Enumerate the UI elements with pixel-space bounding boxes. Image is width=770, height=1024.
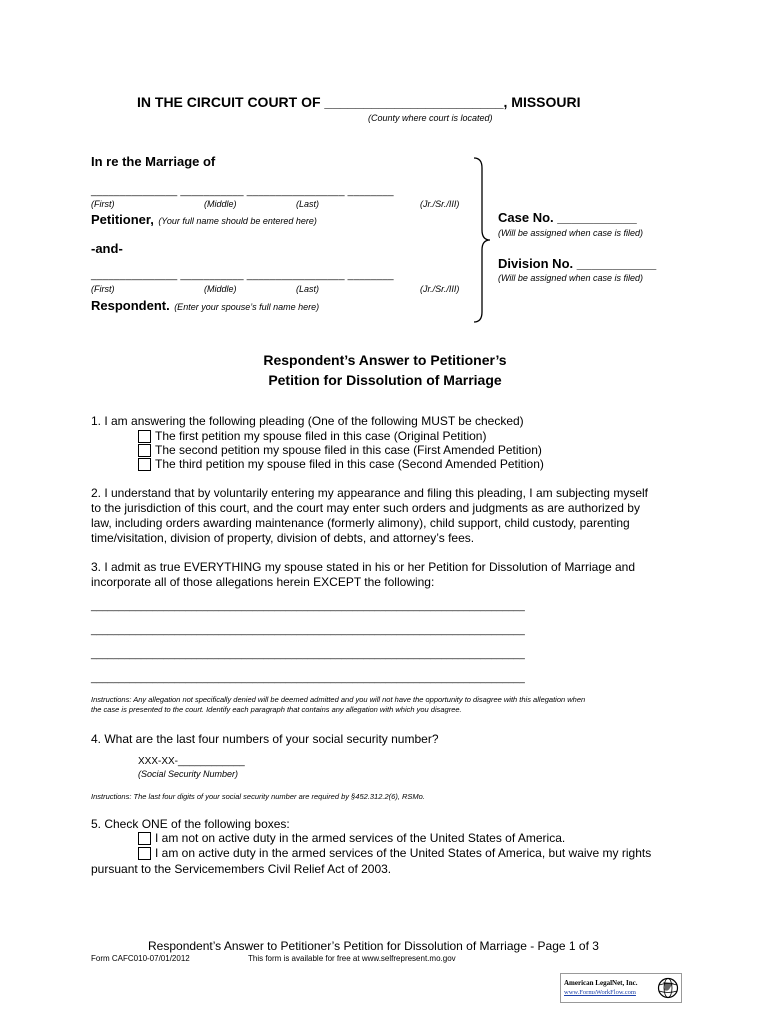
section3-instructions-1: Instructions: Any allegation not specifically denied will be deemed admitted and you will not have the opportunity to disagree with this allegation when: [91, 695, 586, 704]
first-amended-petition-label: The second petition my spouse filed in this case (First Amended Petition): [155, 443, 542, 457]
first-label: (First): [91, 199, 115, 209]
second-amended-petition-label: The third petition my spouse filed in this case (Second Amended Petition): [155, 457, 544, 471]
petitioner-name-line[interactable]: _______________ ___________ _________________ ________: [91, 186, 394, 197]
petitioner-label: Petitioner,: [91, 212, 154, 227]
section5-text: 5. Check ONE of the following boxes:: [91, 817, 290, 831]
logo-url[interactable]: www.FormsWorkFlow.com: [564, 989, 636, 996]
globe-icon: [657, 977, 679, 999]
active-duty-checkbox[interactable]: [138, 847, 151, 860]
form-availability: This form is available for free at www.selfrepresent.mo.gov: [248, 954, 456, 963]
second-amended-petition-checkbox[interactable]: [138, 458, 151, 471]
first-amended-petition-checkbox[interactable]: [138, 444, 151, 457]
section3-instructions-2: the case is presented to the court. Identify each paragraph that contains any allegation with which you disagree.: [91, 705, 462, 714]
in-re-label: In re the Marriage of: [91, 154, 216, 169]
active-duty-continuation: pursuant to the Servicemembers Civil Relief Act of 2003.: [91, 862, 392, 876]
active-duty-label: I am on active duty in the armed services of the United States of America, but waive my rights: [155, 846, 652, 860]
and-label: -and-: [91, 241, 123, 256]
section2-line1: 2. I understand that by voluntarily entering my appearance and filing this pleading, I am subjecting myself: [91, 486, 648, 500]
petitioner-row: [91, 211, 317, 229]
respondent-name-line[interactable]: _______________ ___________ _________________ ________: [91, 270, 394, 281]
suffix-label: (Jr./Sr./III): [420, 199, 460, 209]
case-number-field[interactable]: Case No. ___________: [498, 210, 637, 225]
first-label-2: (First): [91, 284, 115, 294]
case-number-note: (Will be assigned when case is filed): [498, 228, 643, 238]
document-title-line2: Petition for Dissolution of Marriage: [268, 372, 502, 388]
form-number: Form CAFC010-07/01/2012: [91, 954, 190, 963]
last-label: (Last): [296, 199, 320, 209]
section4-instructions: Instructions: The last four digits of your social security number are required by §452.312.2(6), RSMo.: [91, 792, 425, 801]
section3-line1: 3. I admit as true EVERYTHING my spouse stated in his or her Petition for Dissolution of Marriage and: [91, 560, 636, 574]
exception-line-2[interactable]: ______________________________________________________________________________: [91, 625, 525, 636]
middle-label-2: (Middle): [204, 284, 237, 294]
exception-line-3[interactable]: ______________________________________________________________________________: [91, 649, 525, 660]
american-legalnet-logo: [560, 973, 682, 1003]
section1-text: 1. I am answering the following pleading (One of the following MUST be checked): [91, 414, 524, 428]
section4-text: 4. What are the last four numbers of your social security number?: [91, 732, 439, 746]
last-label-2: (Last): [296, 284, 320, 294]
suffix-label-2: (Jr./Sr./III): [420, 284, 460, 294]
footer-title: Respondent’s Answer to Petitioner’s Petition for Dissolution of Marriage - Page 1 of 3: [148, 939, 599, 953]
ssn-note: (Social Security Number): [138, 769, 239, 779]
division-number-note: (Will be assigned when case is filed): [498, 273, 643, 283]
caption-brace: [470, 156, 492, 324]
section2-line2: to the jurisdiction of this court, and the court may enter such orders and judgments as are authorized by: [91, 501, 640, 515]
section3-line2: incorporate all of those allegations herein EXCEPT the following:: [91, 575, 435, 589]
section2-line3: law, including orders awarding maintenance (formerly alimony), child support, child custody, parenting: [91, 516, 630, 530]
court-title: IN THE CIRCUIT COURT OF _______________________, MISSOURI: [137, 94, 581, 110]
respondent-row: [91, 297, 319, 315]
respondent-note: (Enter your spouse’s full name here): [174, 302, 320, 312]
original-petition-checkbox[interactable]: [138, 430, 151, 443]
exception-line-1[interactable]: ______________________________________________________________________________: [91, 601, 525, 612]
original-petition-label: The first petition my spouse filed in this case (Original Petition): [155, 429, 487, 443]
exception-line-4[interactable]: ______________________________________________________________________________: [91, 673, 525, 684]
county-note: (County where court is located): [368, 113, 493, 123]
not-active-duty-checkbox[interactable]: [138, 832, 151, 845]
ssn-field[interactable]: XXX-XX-____________: [138, 756, 245, 767]
not-active-duty-label: I am not on active duty in the armed services of the United States of America.: [155, 831, 566, 845]
middle-label: (Middle): [204, 199, 237, 209]
document-title-line1: Respondent’s Answer to Petitioner’s: [263, 352, 507, 368]
logo-name: American LegalNet, Inc.: [564, 979, 638, 987]
respondent-label: Respondent.: [91, 298, 170, 313]
division-number-field[interactable]: Division No. ___________: [498, 256, 657, 271]
section2-line4: time/visitation, division of property, division of debts, and attorney’s fees.: [91, 531, 475, 545]
petitioner-note: (Your full name should be entered here): [158, 216, 317, 226]
